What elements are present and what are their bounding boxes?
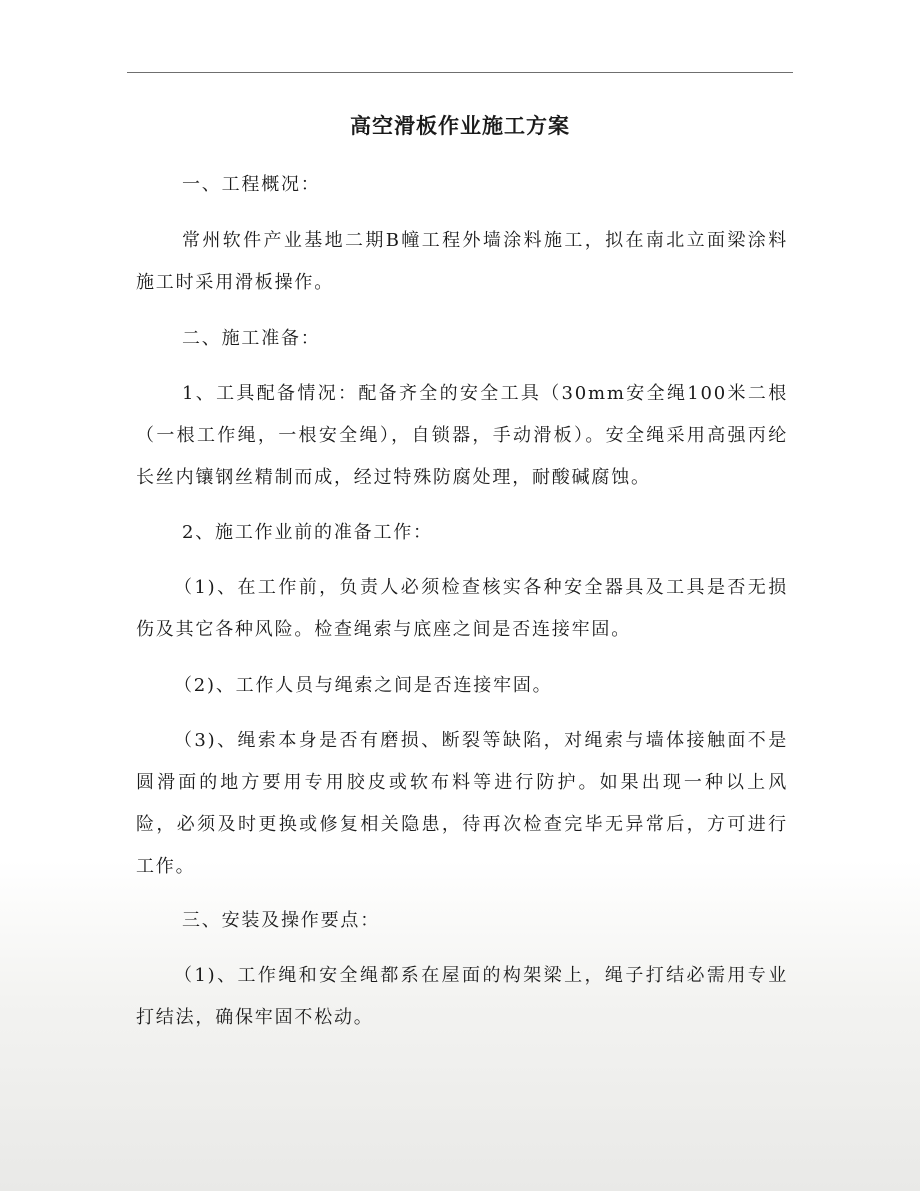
paragraph-check-3: （3)、绳索本身是否有磨损、断裂等缺陷，对绳索与墙体接触面不是圆滑面的地方要用专用胶皮或软布料等进行防护。如果出现一种以上风险，必须及时更换或修复相关隐患，待再次检查完毕无异常后，方可进行工作。 [136,730,788,877]
section-heading-overview: 一、工程概况： [182,174,321,195]
document-title: 高空滑板作业施工方案 [350,113,570,138]
section-heading-installation: 三、安装及操作要点： [182,910,380,931]
paragraph-check-1: （1)、在工作前，负责人必须检查核实各种安全器具及工具是否无损伤及其它各种风险。检查绳索与底座之间是否连接牢固。 [136,577,788,640]
header-rule [127,72,793,73]
section-heading-preparation: 二、施工准备： [182,328,321,349]
paragraph-pre-work: 2、施工作业前的准备工作： [182,522,433,543]
paragraph-install-1: （1)、工作绳和安全绳都系在屋面的构架梁上，绳子打结必需用专业打结法，确保牢固不松动。 [136,965,788,1028]
paragraph-overview: 常州软件产业基地二期B幢工程外墙涂料施工，拟在南北立面梁涂料施工时采用滑板操作。 [136,230,788,293]
paragraph-tools: 1、工具配备情况：配备齐全的安全工具（30mm安全绳100米二根（一根工作绳，一根安全绳），自锁器，手动滑板）。安全绳采用高强丙纶长丝内镶钢丝精制而成，经过特殊防腐处理，耐酸碱腐蚀。 [136,383,788,488]
paragraph-check-2: （2)、工作人员与绳索之间是否连接牢固。 [174,675,553,696]
